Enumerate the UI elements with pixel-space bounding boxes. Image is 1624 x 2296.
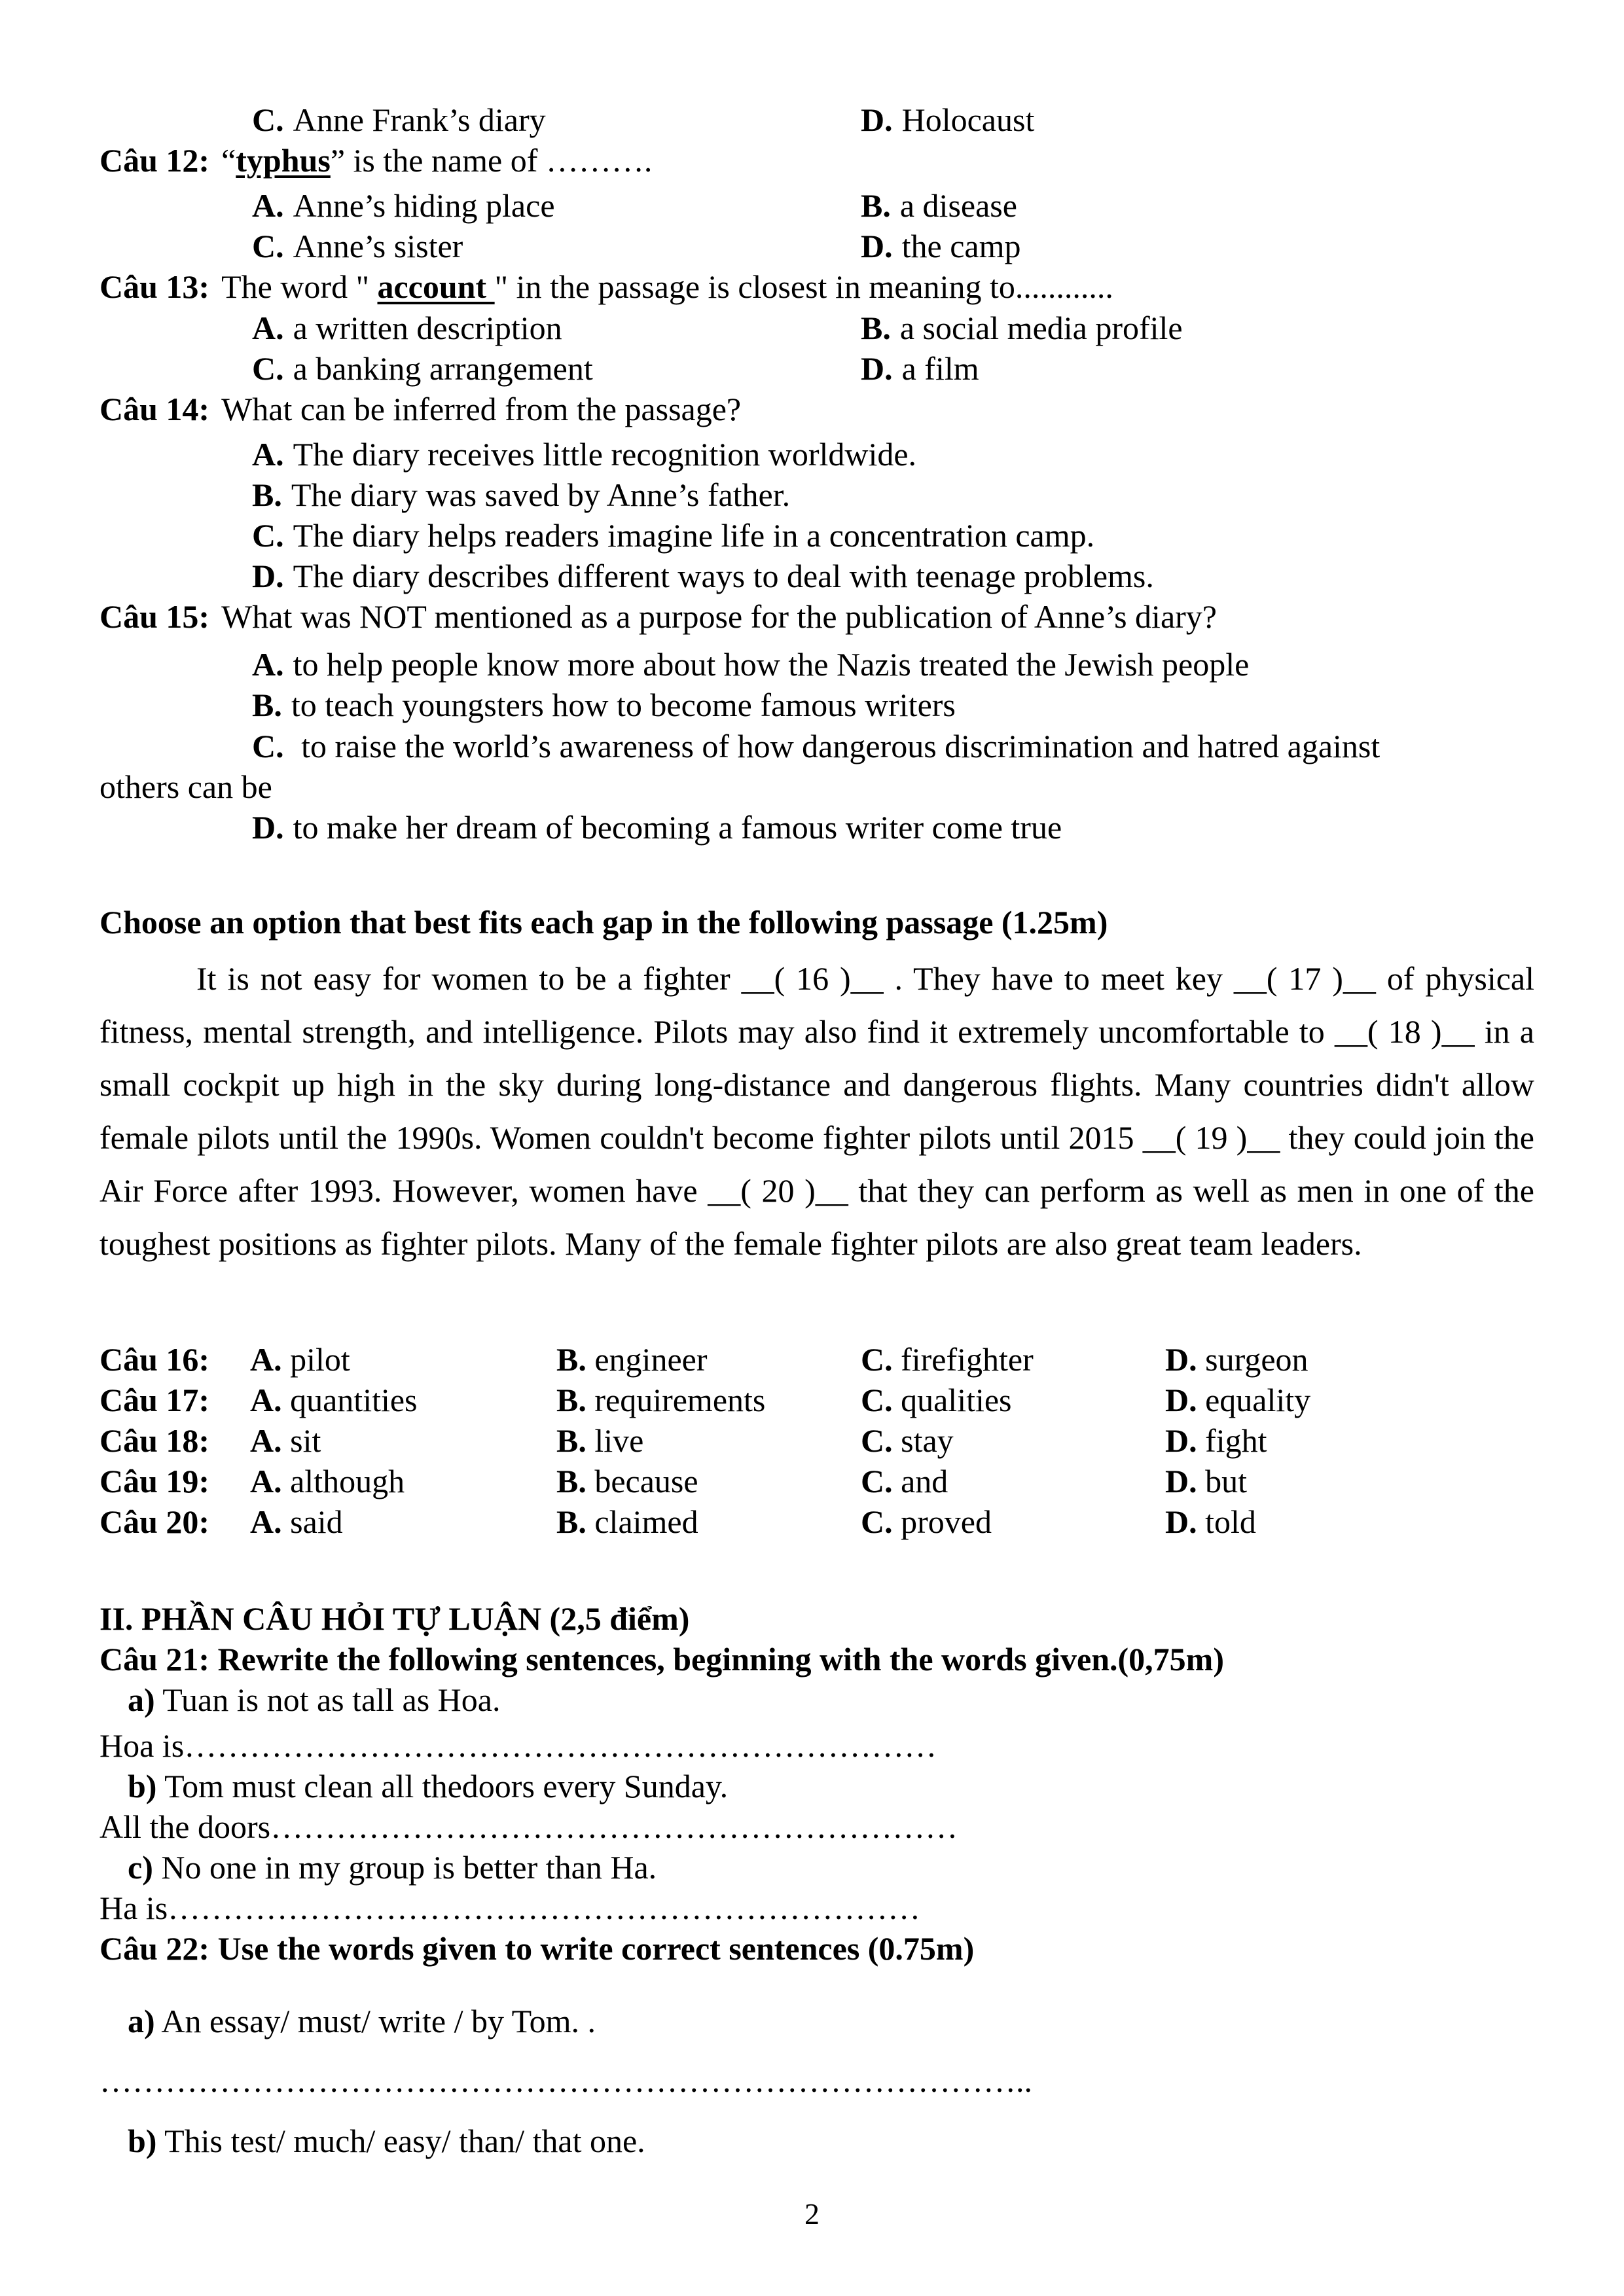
- q18-option-c: C. stay: [861, 1422, 954, 1459]
- q16-option-d: D. surgeon: [1165, 1341, 1308, 1378]
- q19-option-d: D. but: [1165, 1463, 1248, 1499]
- q21-item-b: b) Tom must clean all thedoors every Sunday.: [128, 1768, 729, 1804]
- q11-option-c: C. Anne Frank’s diary: [252, 101, 546, 138]
- cloze-instruction: Choose an option that best fits each gap in the following passage (1.25m): [99, 904, 1108, 941]
- q12-option-b: B. a disease: [861, 187, 1017, 224]
- q18-option-a: A. sit: [250, 1422, 321, 1459]
- q15-option-c: C. to raise the world’s awareness of how dangerous discrimination and hatred against: [252, 728, 1380, 764]
- q21-answer-c[interactable]: Ha is……………………………………………………………: [99, 1890, 921, 1926]
- answer-blank[interactable]: ……………………………………………………………: [168, 1890, 921, 1926]
- answer-blank[interactable]: …………………………………………………………………………..: [99, 2062, 1032, 2099]
- q16-option-c: C. firefighter: [861, 1341, 1034, 1378]
- q14-option-b: B. The diary was saved by Anne’s father.: [252, 476, 791, 513]
- q18-option-d: D. fight: [1165, 1422, 1267, 1459]
- q17-option-d: D. equality: [1165, 1382, 1311, 1418]
- q13-option-a: A. a written description: [252, 310, 562, 346]
- q19-option-b: B. because: [556, 1463, 698, 1499]
- q14-option-c: C. The diary helps readers imagine life in a concentration camp.: [252, 517, 1095, 554]
- q11-option-d: D. Holocaust: [861, 101, 1035, 138]
- page-number: 2: [804, 2197, 820, 2231]
- q12-stem: Câu 12: “typhus” is the name of ……….: [99, 142, 653, 179]
- q19-option-c: C. and: [861, 1463, 948, 1499]
- q21-title: Câu 21: Rewrite the following sentences, beginning with the words given.(0,75m): [99, 1641, 1224, 1677]
- q20-option-b: B. claimed: [556, 1503, 698, 1540]
- q15-option-d: D. to make her dream of becoming a famous writer come true: [252, 809, 1062, 846]
- q13-stem: Câu 13: The word " account " in the passage is closest in meaning to............: [99, 268, 1113, 305]
- q21-answer-a[interactable]: Hoa is……………………………………………………………: [99, 1727, 937, 1764]
- q12-option-c: C. Anne’s sister: [252, 228, 463, 264]
- answer-blank[interactable]: ……………………………………………………………: [184, 1727, 937, 1764]
- q14-stem: Câu 14: What can be inferred from the passage?: [99, 391, 742, 427]
- q20-option-d: D. told: [1165, 1503, 1256, 1540]
- q17-option-a: A. quantities: [250, 1382, 418, 1418]
- q12-keyword: typhus: [236, 142, 331, 179]
- q22-item-b: b) This test/ much/ easy/ than/ that one.: [128, 2123, 645, 2159]
- q15-option-c-continuation: others can be: [99, 768, 272, 805]
- q19-option-a: A. although: [250, 1463, 405, 1499]
- q13-option-d: D. a film: [861, 350, 979, 387]
- q14-option-a: A. The diary receives little recognition worldwide.: [252, 436, 917, 473]
- q14-option-d: D. The diary describes different ways to deal with teenage problems.: [252, 558, 1154, 594]
- q18-option-b: B. live: [556, 1422, 644, 1459]
- q22-item-a: a) An essay/ must/ write / by Tom. .: [128, 2003, 596, 2039]
- q13-option-c: C. a banking arrangement: [252, 350, 593, 387]
- q17-option-b: B. requirements: [556, 1382, 766, 1418]
- q16-option-b: B. engineer: [556, 1341, 708, 1378]
- q15-option-b: B. to teach youngsters how to become famous writers: [252, 687, 956, 723]
- q16-option-a: A. pilot: [250, 1341, 350, 1378]
- q12-option-a: A. Anne’s hiding place: [252, 187, 555, 224]
- q21-item-a: a) Tuan is not as tall as Hoa.: [128, 1681, 501, 1718]
- exam-page: C. Anne Frank’s diary D. Holocaust Câu 12: “typhus” is the name of ………. A. Anne’s hiding place B. a disease C. Anne’s sister D. the camp Câu 13: The word " account " in the passage is closest in meaning to............ A. a written description B. a social media profile C. a banking arrangement D. a film Câu 14: What can be inferred from the passage? A. The diary receives little recognition worldwide. B. The diary was saved by Anne’s father. C. The diary helps readers imagine life in a concentration camp. D. The diary describes different ways to deal with teenage problems. Câu 15: What was NOT mentioned as a purpose for the publication of Anne’s diary? A. to help people know more about how the Nazis treated the Jewish people B. to teach youngsters how to become famous writers C. to raise the world’s awareness of how dangerous discrimination and hatred against others can be D. to make her dream of becoming a famous writer come true Choose an option that best fits each gap in the following passage (1.25m) It is not easy for women to be a fighter __( 16 )__ . They have to meet key __( 17 )__ of physical fitness, mental strength, and intelligence. Pilots may also find it extremely uncomfortable to __( 18 )__ in a small cockpit up high in the sky during long-distance and dangerous flights. Many countries didn't allow female pilots until the 1990s. Women couldn't become fighter pilots until 2015 __( 19 )__ they could join the Air Force after 1993. However, women have __( 20 )__ that they can perform as well as men in one of the toughest positions as fighter pilots. Many of the female fighter pilots are also great team leaders. Câu 16: A. pilot B. engineer C. firefighter D. surgeon Câu 17: A. quantities B. requirements C. qualities D. equality Câu 18: A. sit B. live C. stay D. fight Câu 19: A. although B. because C. and D. but Câu 20: A. said B. claimed C. proved D. told II. PHẦN CÂU HỎI TỰ LUẬN (2,5 điểm) Câu 21: Rewrite the following sentences, beginning with the words given.(0,75m) a) Tuan is not as tall as Hoa. Hoa is…………………………………………………………… b) Tom must clean all thedoors every Sunday. All the doors……………………………………………………… c) No one in my group is better than Ha. Ha is…………………………………………………………… Câu 22: Use the words given to write correct sentences (0.75m) a) An essay/ must/ write / by Tom. . ………………………………………………………………………….. b) This test/ much/ easy/ than/ that one. 2: [0, 0, 1624, 2296]
- q22-answer-a[interactable]: [99, 2060, 1032, 2101]
- q12-option-d: D. the camp: [861, 228, 1021, 264]
- cloze-passage: [99, 952, 1534, 1270]
- q22-title: Câu 22: Use the words given to write correct sentences (0.75m): [99, 1930, 975, 1967]
- answer-blank[interactable]: ………………………………………………………: [270, 1808, 958, 1845]
- q20-option-a: A. said: [250, 1503, 343, 1540]
- q13-keyword: account: [377, 268, 495, 305]
- q21-answer-b[interactable]: All the doors………………………………………………………: [99, 1808, 958, 1845]
- q15-option-a: A. to help people know more about how the Nazis treated the Jewish people: [252, 646, 1250, 683]
- q13-option-b: B. a social media profile: [861, 310, 1183, 346]
- q21-item-c: c) No one in my group is better than Ha.: [128, 1849, 657, 1886]
- part2-heading: II. PHẦN CÂU HỎI TỰ LUẬN (2,5 điểm): [99, 1600, 690, 1637]
- q20-option-c: C. proved: [861, 1503, 992, 1540]
- q17-option-c: C. qualities: [861, 1382, 1012, 1418]
- cloze-passage-text: It is not easy for women to be a fighter __( 16 )__ . They have to meet key __( 17 )__ of physical fitness, mental strength, and intelligence. Pilots may also find it extremely uncomfortable to __( 18 )__ in a small cockpit up high in the sky during long-distance and dangerous flights. Many countries didn't allow female pilots until the 1990s. Women couldn't become fighter pilots until 2015 __( 19 )__ they could join the Air Force after 1993. However, women have __( 20 )__ that they can perform as well as men in one of the toughest positions as fighter pilots. Many of the female fighter pilots are also great team leaders.: [99, 960, 1534, 1262]
- q15-stem: Câu 15: What was NOT mentioned as a purpose for the publication of Anne’s diary?: [99, 598, 1217, 635]
